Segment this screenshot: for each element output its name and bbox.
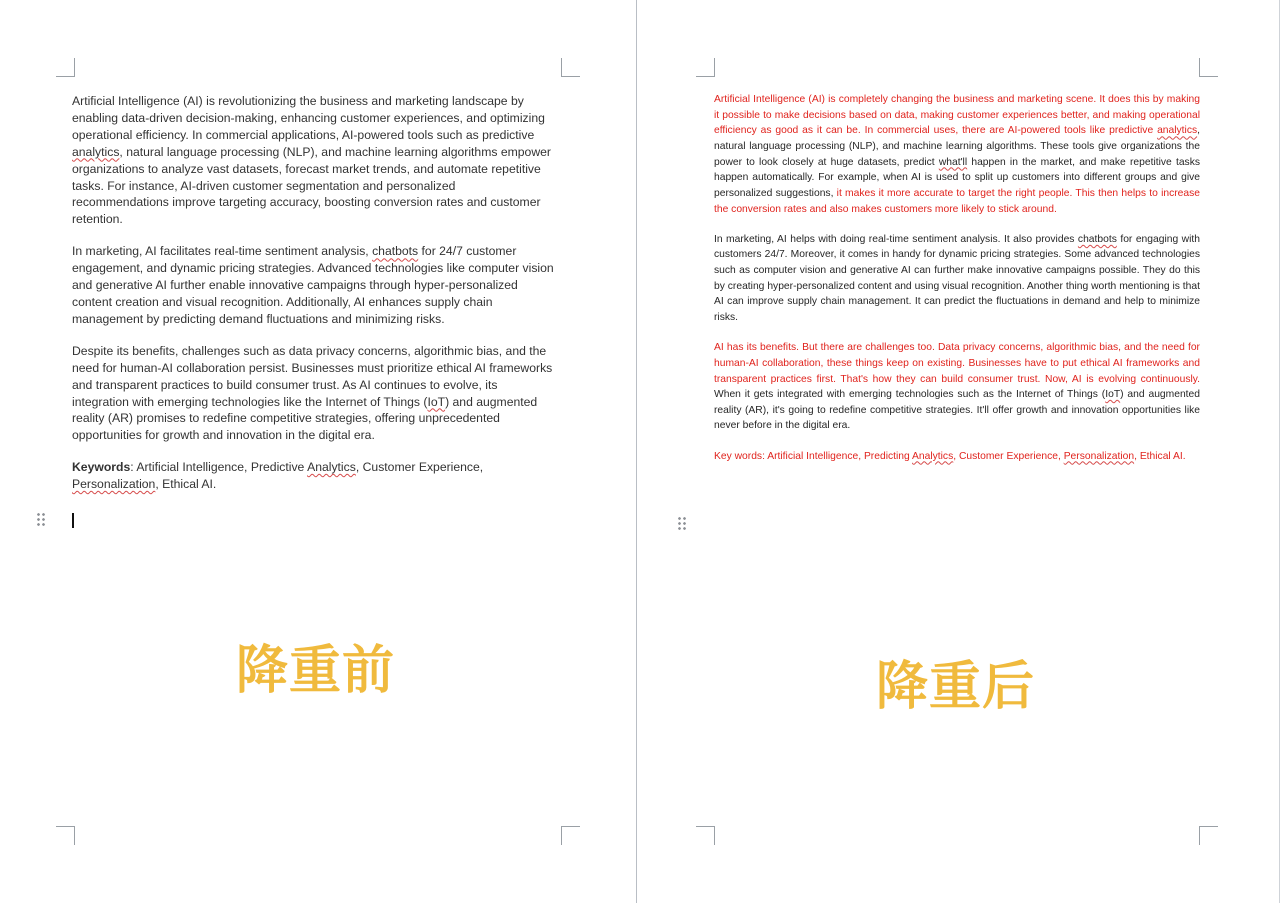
spellcheck-flagged-word: chatbots: [372, 244, 419, 259]
crop-mark-bottom-right: [1199, 826, 1218, 845]
paragraph-drag-handle-icon[interactable]: [36, 512, 46, 528]
text-run: for 24/7 customer engagement, and dynamic pricing strategies. Advanced technologies like computer vision and generative AI further enable innovative campaigns through hyper-personalized content creation and visual recognition. Additionally, AI enhances supply chain management by predicting demand fluctuations and minimizing risks.: [72, 244, 554, 326]
text-run: Despite its benefits, challenges such as data privacy concerns, algorithmic bias, and the need for human-AI collaboration persist. Businesses must prioritize ethical AI frameworks and transparent practices to build consumer trust. As AI continues to evolve, its integration with emerging technologies like the Internet of Things (: [72, 343, 553, 409]
crop-mark-top-right: [561, 58, 580, 77]
paragraph[interactable]: [714, 340, 1200, 434]
spellcheck-flagged-word: IoT: [427, 394, 446, 409]
paragraph[interactable]: [714, 92, 1200, 217]
spellcheck-flagged-word: chatbots: [1077, 233, 1117, 245]
rewritten-text-body[interactable]: [714, 92, 1200, 479]
text-run: AI has its benefits. But there are challenges too. Data privacy concerns, algorithmic bias, and the need for human-AI collaboration, these things keep on existing. Businesses have to put ethical AI frameworks and transparent practices first. That's how they can build consumer trust. Now, AI is evolving continuously.: [714, 342, 1200, 385]
keywords-paragraph[interactable]: [714, 449, 1200, 465]
spellcheck-flagged-word: what'll: [938, 156, 968, 168]
text-run: Key words: Artificial Intelligence, Predicting: [714, 450, 913, 462]
after-rewrite-label: 降重后: [876, 657, 1036, 717]
text-run: happen in the market, and make repetitive tasks happen automatically. For example, when AI is used to split up customers into different groups and give personalized suggestions,: [714, 156, 1200, 199]
crop-mark-top-left: [696, 58, 715, 77]
crop-mark-top-right: [1199, 58, 1218, 77]
paragraph[interactable]: [72, 93, 554, 228]
spellcheck-flagged-word: Personalization: [72, 477, 156, 492]
text-run: , natural language processing (NLP), and machine learning algorithms. These tools give organizations the power to look closely at huge datasets, predict: [714, 125, 1200, 168]
crop-mark-bottom-left: [696, 826, 715, 845]
text-run: for engaging with customers 24/7. Moreover, it comes in handy for dynamic pricing strategies. Some advanced technologies such as computer vision and generative AI can further make innovative campaigns possible. They do this by creating hyper-personalized content and using visual recognition. Another thing worth mentioning is that AI can improve supply chain management. It can predict the fluctuations in demand and help to minimize risks.: [714, 233, 1200, 324]
text-run: In marketing, AI facilitates real-time sentiment analysis,: [72, 244, 373, 259]
text-run: , natural language processing (NLP), and machine learning algorithms empower organizations to analyze vast datasets, forecast market trends, and automate repetitive tasks. For instance, AI-driven customer segmentation and personalized recommendations improve targeting accuracy, boosting conversion rates and customer retention.: [72, 144, 551, 227]
crop-mark-bottom-right: [561, 826, 580, 845]
text-run: Artificial Intelligence (AI) is revolutionizing the business and marketing landscape by enabling data-driven decision-making, enhancing customer experiences, and optimizing operational efficiency. In commercial applications, AI-powered tools such as predictive: [72, 94, 545, 142]
spellcheck-flagged-word: analytics: [1157, 125, 1198, 137]
text-run: ) and augmented reality (AR), it's going to redefine competitive strategies. It'll offer growth and innovation opportunities like never before in the digital era.: [714, 389, 1200, 432]
paragraph[interactable]: [72, 243, 554, 328]
spellcheck-flagged-word: analytics: [72, 144, 120, 159]
spellcheck-flagged-word: Analytics: [912, 450, 954, 462]
document-page-before[interactable]: [0, 0, 636, 903]
crop-mark-top-left: [56, 58, 75, 77]
keywords-paragraph[interactable]: [72, 459, 554, 493]
text-run: ) and augmented reality (AR) promises to redefine competitive strategies, offering unprecedented opportunities for growth and innovation in the digital era.: [72, 394, 538, 443]
text-run: : Artificial Intelligence, Predictive: [130, 460, 308, 475]
text-run: Artificial Intelligence (AI) is completely changing the business and marketing scene. It does this by making it possible to make decisions based on data, making customer experiences better, and making operational efficiency as good as it can be. In commercial uses, there are AI-powered tools like predictive: [714, 94, 1200, 137]
paragraph-drag-handle-icon[interactable]: [677, 516, 687, 532]
crop-mark-bottom-left: [56, 826, 75, 845]
spellcheck-flagged-word: Personalization: [1063, 450, 1135, 462]
original-text-body[interactable]: [72, 93, 554, 508]
text-run: , Customer Experience,: [355, 460, 484, 475]
paragraph[interactable]: [714, 232, 1200, 326]
spellcheck-flagged-word: Analytics: [307, 460, 356, 475]
text-run: it makes it more accurate to target the right people. This then helps to increase the conversion rates and also makes customers more likely to stick around.: [714, 187, 1200, 215]
text-cursor: [72, 513, 74, 528]
text-run: When it gets integrated with emerging technologies such as the Internet of Things (: [714, 389, 1106, 401]
text-run: In marketing, AI helps with doing real-time sentiment analysis. It also provides: [714, 233, 1078, 245]
text-run: , Ethical AI.: [155, 477, 217, 492]
text-run: , Customer Experience,: [953, 450, 1064, 462]
before-rewrite-label: 降重前: [236, 641, 396, 701]
text-run: , Ethical AI.: [1134, 450, 1186, 462]
keywords-list: [72, 460, 483, 491]
paragraph[interactable]: [72, 343, 554, 444]
keywords-label: Keywords: [72, 460, 131, 475]
spellcheck-flagged-word: IoT: [1105, 389, 1121, 401]
